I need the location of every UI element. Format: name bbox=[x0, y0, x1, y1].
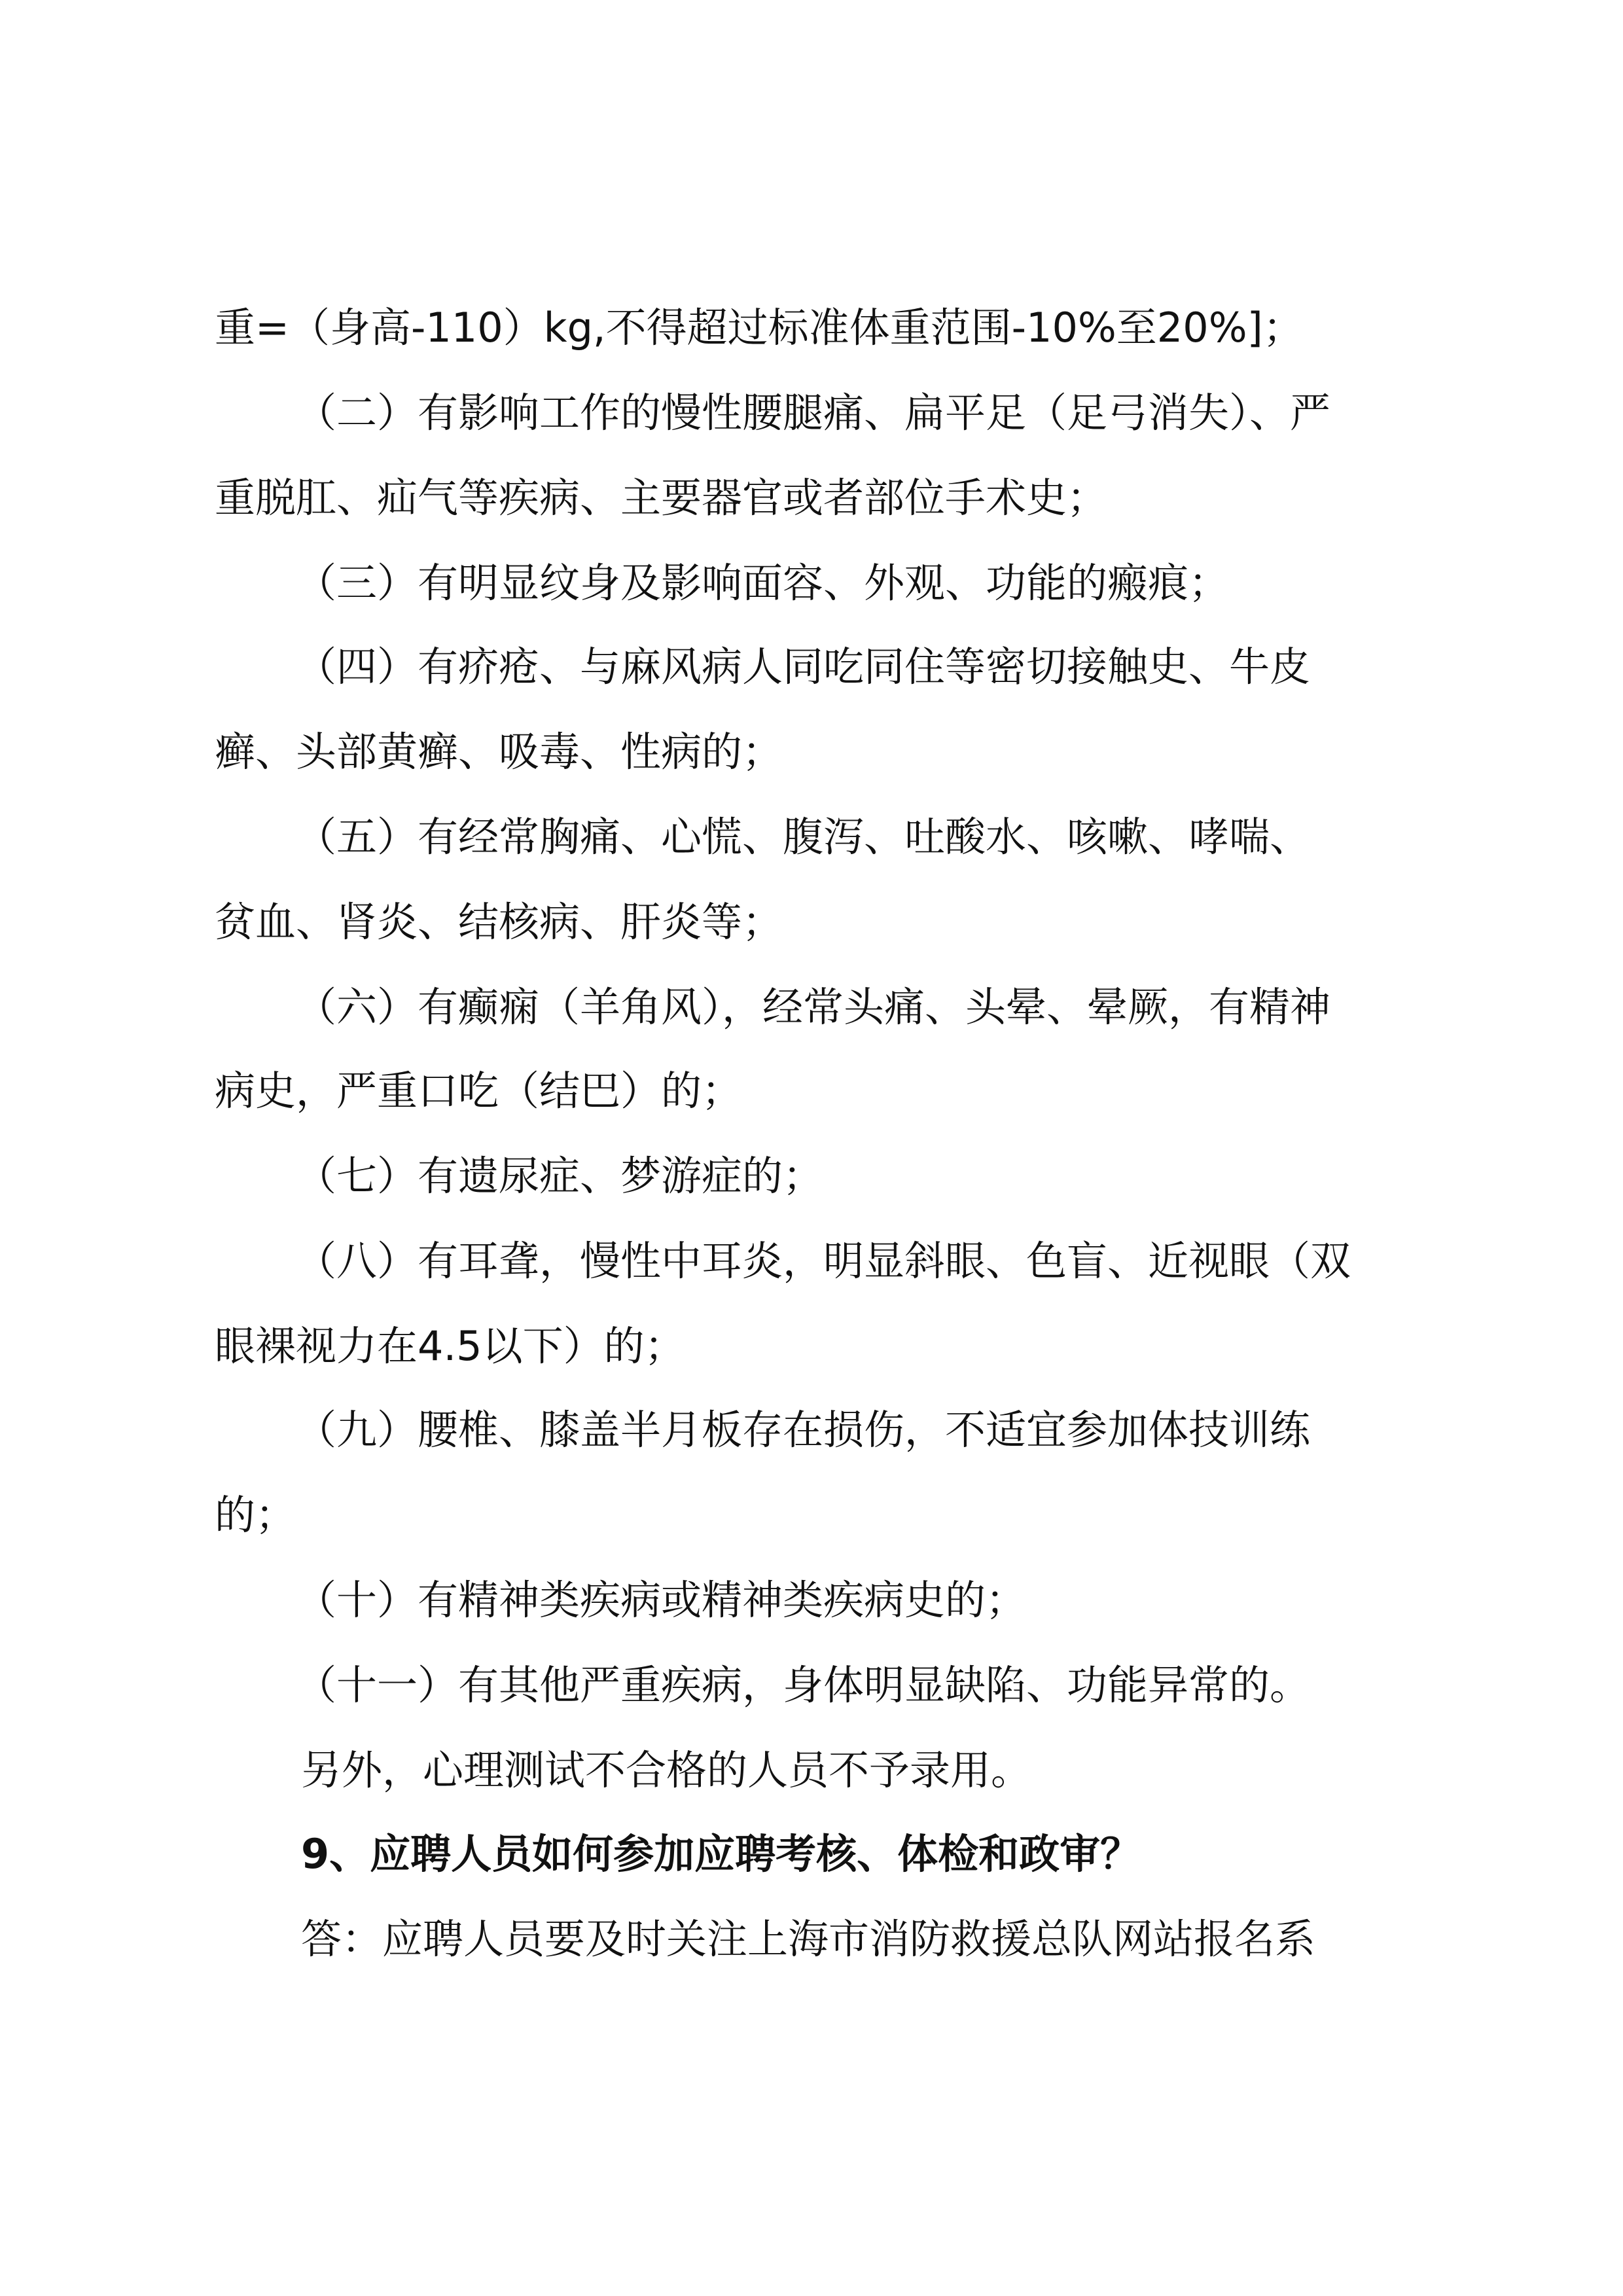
text-line-1: 重=（身高-110）kg,不得超过标准体重范围-10%至20%]； bbox=[215, 304, 1304, 351]
text-line-14: （九）腰椎、膝盖半月板存在损伤，不适宜参加体技训练 bbox=[296, 1406, 1311, 1454]
text-line-20: 答：应聘人员要及时关注上海市消防救援总队网站报名系 bbox=[301, 1915, 1316, 1963]
text-line-8: 贫血、肾炎、结核病、肝炎等； bbox=[215, 898, 783, 946]
text-line-17: （十一）有其他严重疾病，身体明显缺陷、功能异常的。 bbox=[296, 1661, 1311, 1709]
text-line-3: 重脱肛、疝气等疾病、主要器官或者部位手术史； bbox=[215, 474, 1108, 522]
text-line-11: （七）有遗尿症、梦游症的； bbox=[296, 1152, 824, 1200]
text-line-16: （十）有精神类疾病或精神类疾病史的； bbox=[296, 1576, 1027, 1624]
text-line-15: 的； bbox=[215, 1491, 296, 1539]
text-line-5: （四）有疥疮、与麻风病人同吃同住等密切接触史、牛皮 bbox=[296, 643, 1311, 691]
text-line-7: （五）有经常胸痛、心慌、腹泻、吐酸水、咳嗽、哮喘、 bbox=[296, 813, 1311, 861]
text-line-18: 另外，心理测试不合格的人员不予录用。 bbox=[301, 1746, 1032, 1794]
section-heading: 9、应聘人员如何参加应聘考核、体检和政审？ bbox=[301, 1830, 1141, 1878]
text-line-2: （二）有影响工作的慢性腰腿痛、扁平足（足弓消失）、严 bbox=[296, 389, 1331, 437]
text-line-12: （八）有耳聋，慢性中耳炎，明显斜眼、色盲、近视眼（双 bbox=[296, 1237, 1351, 1285]
text-line-9: （六）有癫痫（羊角风），经常头痛、头晕、晕厥，有精神 bbox=[296, 983, 1331, 1031]
text-line-10: 病史，严重口吃（结巴）的； bbox=[215, 1067, 743, 1115]
text-line-4: （三）有明显纹身及影响面容、外观、功能的瘢痕； bbox=[296, 559, 1230, 607]
text-line-6: 癣、头部黄癣、吸毒、性病的； bbox=[215, 728, 783, 776]
text-line-13: 眼裸视力在4.5以下）的； bbox=[215, 1322, 685, 1370]
